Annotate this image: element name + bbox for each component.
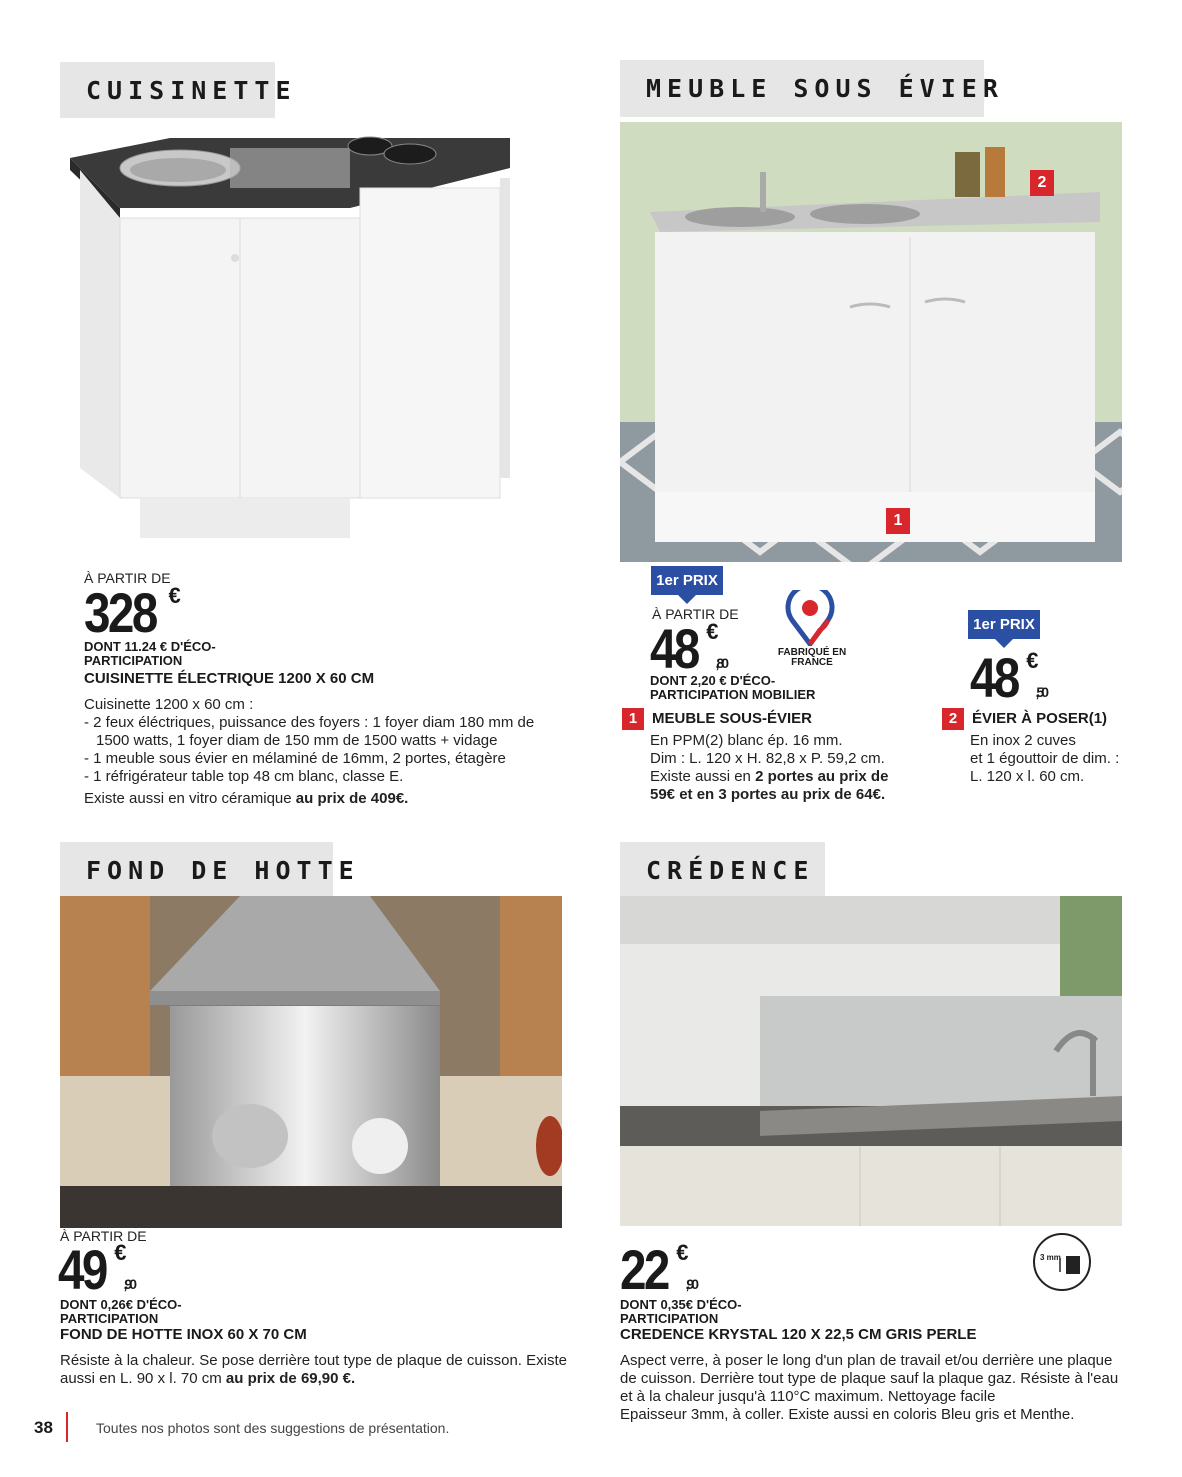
price-cents: ,90 xyxy=(685,1276,697,1292)
section-title-meuble-sous-evier: MEUBLE SOUS ÉVIER xyxy=(620,60,984,117)
meuble-also xyxy=(650,768,930,786)
hotte-description xyxy=(60,1352,580,1388)
meuble-from-label: À PARTIR DE xyxy=(652,606,739,622)
price-cents: ,90 xyxy=(123,1276,135,1292)
desc-line: - 2 feux éléctriques, puissance des foyers : 1 foyer diam 180 mm de xyxy=(84,714,535,731)
credence-price xyxy=(620,1238,697,1301)
credence-photo xyxy=(620,896,1122,1226)
evier-product-title-row xyxy=(942,708,1107,730)
meuble-price xyxy=(650,617,727,680)
fabrique-en-france-label: FABRIQUÉ EN FRANCE xyxy=(777,647,847,668)
page-number: 38 xyxy=(34,1418,53,1437)
desc-line: 59€ et en 3 portes au prix de 64€. xyxy=(650,786,886,803)
credence-product-title: CREDENCE KRYSTAL 120 X 22,5 CM GRIS PERLE xyxy=(620,1326,977,1343)
cuisinette-eco-participation: DONT 11.24 € D'ÉCO-PARTICIPATION xyxy=(84,639,216,668)
footer-divider xyxy=(66,1412,68,1442)
also-text: Existe aussi en vitro céramique xyxy=(84,790,296,807)
cuisinette-photo xyxy=(60,118,570,558)
cuisinette-product-title: CUISINETTE ÉLECTRIQUE 1200 X 60 CM xyxy=(84,670,375,687)
desc-line: et 1 égouttoir de dim. : xyxy=(970,750,1120,767)
price-currency: € xyxy=(706,619,716,644)
hotte-eco-participation: DONT 0,26€ D'ÉCO-PARTICIPATION xyxy=(60,1297,182,1326)
meuble-eco-participation: DONT 2,20 € D'ÉCO-PARTICIPATION MOBILIER xyxy=(650,673,816,702)
evier-first-price-badge: 1er PRIX xyxy=(968,610,1040,639)
hotte-also xyxy=(60,1370,580,1388)
desc-line: L. 120 x l. 60 cm. xyxy=(970,768,1085,785)
price-currency: € xyxy=(1026,648,1036,673)
price-cents: ,50 xyxy=(1035,684,1047,700)
thickness-label: 3 mm xyxy=(1040,1253,1061,1262)
cuisinette-also xyxy=(84,790,564,808)
cuisinette-price xyxy=(84,581,178,644)
photo-marker-1: 1 xyxy=(886,508,910,534)
price-integer: 49 xyxy=(58,1238,106,1301)
fond-de-hotte-photo xyxy=(60,896,562,1228)
also-text: Existe aussi en xyxy=(650,768,756,785)
desc-line: - 1 meuble sous évier en mélaminé de 16mm, 2 portes, étagère xyxy=(84,750,506,767)
price-integer: 48 xyxy=(970,646,1018,709)
price-currency: € xyxy=(114,1240,124,1265)
france-map-pin-icon xyxy=(780,590,840,646)
cuisinette-description xyxy=(84,696,564,808)
also-price: au prix de 69,90 €. xyxy=(225,1370,356,1387)
desc-line: Cuisinette 1200 x 60 cm : xyxy=(84,696,254,713)
credence-description xyxy=(620,1352,1140,1424)
desc-line: Dim : L. 120 x H. 82,8 x P. 59,2 cm. xyxy=(650,750,885,767)
price-integer: 328 xyxy=(84,581,156,644)
price-cents: ,80 xyxy=(715,655,727,671)
cuisinette-from-label: À PARTIR DE xyxy=(84,570,171,586)
meuble-product-title: MEUBLE SOUS-ÉVIER xyxy=(652,710,813,727)
desc-line: En PPM(2) blanc ép. 16 mm. xyxy=(650,732,843,749)
desc-line: En inox 2 cuves xyxy=(970,732,1076,749)
evier-product-title: ÉVIER À POSER(1) xyxy=(972,710,1108,727)
meuble-product-title-row xyxy=(622,708,812,730)
hotte-from-label: À PARTIR DE xyxy=(60,1228,147,1244)
thickness-icon xyxy=(1032,1232,1092,1292)
meuble-description xyxy=(650,732,930,804)
photo-marker-2: 2 xyxy=(1030,170,1054,196)
evier-description xyxy=(970,732,1170,786)
hotte-product-title: FOND DE HOTTE INOX 60 X 70 CM xyxy=(60,1326,307,1343)
evier-price xyxy=(970,646,1047,709)
section-title-cuisinette: CUISINETTE xyxy=(60,62,275,119)
also-text: aussi en L. 90 x l. 70 cm xyxy=(60,1370,226,1387)
price-integer: 48 xyxy=(650,617,698,680)
desc-line: Aspect verre, à poser le long d'un plan de travail et/ou derrière une plaque xyxy=(620,1352,1113,1369)
section-title-credence: CRÉDENCE xyxy=(620,842,825,899)
also-bold: 2 portes au prix de xyxy=(755,768,889,785)
desc-line: 1500 watts, 1 foyer diam de 150 mm de 1500 watts + vidage xyxy=(96,732,498,749)
desc-line: - 1 réfrigérateur table top 48 cm blanc, classe E. xyxy=(84,768,404,785)
hotte-price xyxy=(58,1238,135,1301)
footer-note: Toutes nos photos sont des suggestions de présentation. xyxy=(96,1420,450,1436)
price-currency: € xyxy=(168,583,178,608)
desc-line: de cuisson. Derrière tout type de plaque sauf la plaque gaz. Résiste à l'eau xyxy=(620,1370,1119,1387)
product-number-badge: 1 xyxy=(622,708,644,730)
product-number-badge: 2 xyxy=(942,708,964,730)
price-currency: € xyxy=(676,1240,686,1265)
meuble-first-price-badge: 1er PRIX xyxy=(651,566,723,595)
desc-line: Résiste à la chaleur. Se pose derrière tout type de plaque de cuisson. Existe xyxy=(60,1352,567,1369)
section-title-fond-de-hotte: FOND DE HOTTE xyxy=(60,842,333,899)
price-integer: 22 xyxy=(620,1238,668,1301)
also-price: au prix de 409€. xyxy=(295,790,409,807)
credence-eco-participation: DONT 0,35€ D'ÉCO-PARTICIPATION xyxy=(620,1297,742,1326)
desc-line: Epaisseur 3mm, à coller. Existe aussi en coloris Bleu gris et Menthe. xyxy=(620,1406,1075,1423)
desc-line: et à la chaleur jusqu'à 110°C maximum. Nettoyage facile xyxy=(620,1388,996,1405)
